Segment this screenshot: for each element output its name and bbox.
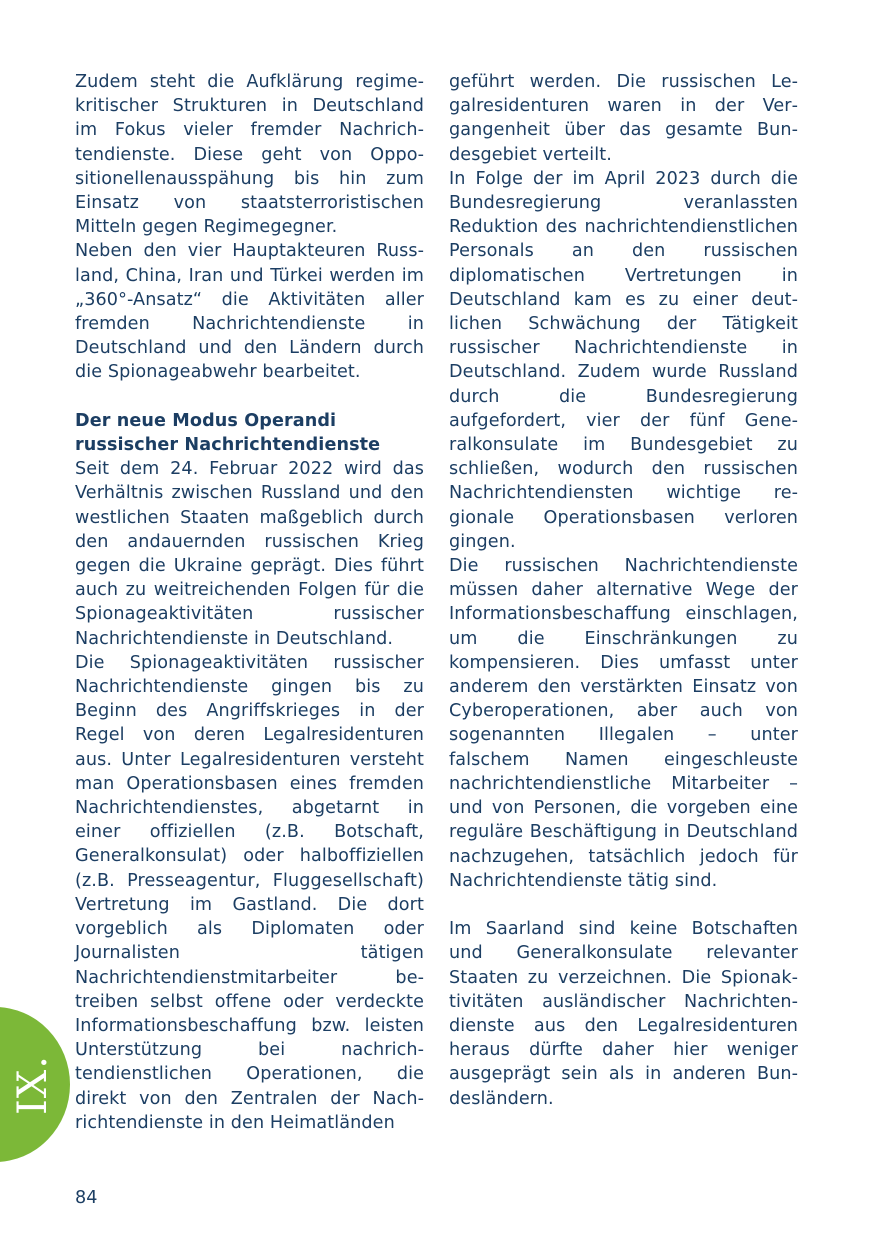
paragraph-spacer (75, 385, 424, 409)
paragraph: In Folge der im April 2023 durch die Bundesregierung veranlassten Reduktion des nachrichtendienstlichen Personals an den russischen diplomatischen Vertretungen in Deutschland kam es zu einer deutlichen Schwächung der Tätigkeit russischer Nachrichtendienste in Deutschland. Zudem wurde Russland durch die Bundesregierung aufgefordert, vier der fünf Generalkonsulate im Bundesgebiet zu schließen, wodurch den russischen Nachrichtendiensten wichtige regionale Operationsbasen verloren gingen. (449, 168, 798, 552)
paragraph: Die russischen Nachrichtendienste müssen daher alternative Wege der Informationsbeschaffung einschlagen, um die Einschränkungen zu kompensieren. Dies umfasst unter anderem den verstärkten Einsatz von Cyberoperationen, aber auch von sogenannten Illegalen – unter falschem Namen eingeschleuste nachrichtendienstliche Mitarbeiter – und von Personen, die vorgeben eine reguläre Beschäftigung in Deutschland nachzugehen, tatsächlich jedoch für Nachrichtendienste tätig sind. (449, 556, 798, 891)
paragraph-spacer (449, 893, 798, 917)
paragraph: Zudem steht die Aufklärung regimekritischer Strukturen in Deutschland im Fokus vieler fremder Nachrichtendienste. Diese geht von Oppositionellenausspähung bis hin zum Einsatz von staatsterroristischen Mitteln gegen Regimegegner. (75, 72, 424, 238)
right-column (449, 70, 798, 1111)
section-heading-line: Der neue Modus Operandi (75, 410, 337, 431)
chapter-label: IX. (10, 1055, 56, 1115)
paragraph: geführt werden. Die russischen Legalresidenturen waren in der Vergangenheit über das gesamte Bundesgebiet verteilt. (449, 72, 798, 165)
paragraph: Neben den vier Hauptakteuren Russland, China, Iran und Türkei werden im „360°-Ansatz“ die Aktivitäten aller fremden Nachrichtendienste in Deutschland und den Ländern durch die Spionageabwehr bearbeitet. (75, 241, 424, 383)
left-column (75, 70, 424, 1135)
paragraph: Die Spionageaktivitäten russischer Nachrichtendienste gingen bis zu Beginn des Angriffskrieges in der Regel von deren Legalresidenturen aus. Unter Legalresidenturen versteht man Operationsbasen eines fremden Nachrichtendienstes, abgetarnt in einer offiziellen (z.B. Botschaft, Generalkonsulat) oder halboffiziellen (z.B. Presseagentur, Fluggesellschaft) Vertretung im Gastland. Die dort vorgeblich als Diplomaten oder Journalisten tätigen Nachrichtendienstmitarbeiter betreiben selbst offene oder verdeckte Informationsbeschaffung bzw. leisten Unterstützung bei nachrichtendienstlichen Operationen, die direkt von den Zentralen der Nachrichtendienste in den Heimatländen (75, 652, 424, 1133)
paragraph: Im Saarland sind keine Botschaften und Generalkonsulate relevanter Staaten zu verzeichnen. Die Spionaktivitäten ausländischer Nachrichtendienste aus den Legalresidenturen heraus dürfte daher hier weniger ausgeprägt sein als in anderen Bundesländern. (449, 919, 798, 1109)
paragraph: Seit dem 24. Februar 2022 wird das Verhältnis zwischen Russland und den westlichen Staaten maßgeblich durch den andauernden russischen Krieg gegen die Ukraine geprägt. Dies führt auch zu weitreichenden Folgen für die Spionageaktivitäten russischer Nachrichtendienste in Deutschland. (75, 459, 424, 649)
section-heading-line: russischer Nachrichtendienste (75, 435, 381, 456)
page-number: 84 (75, 1188, 98, 1208)
